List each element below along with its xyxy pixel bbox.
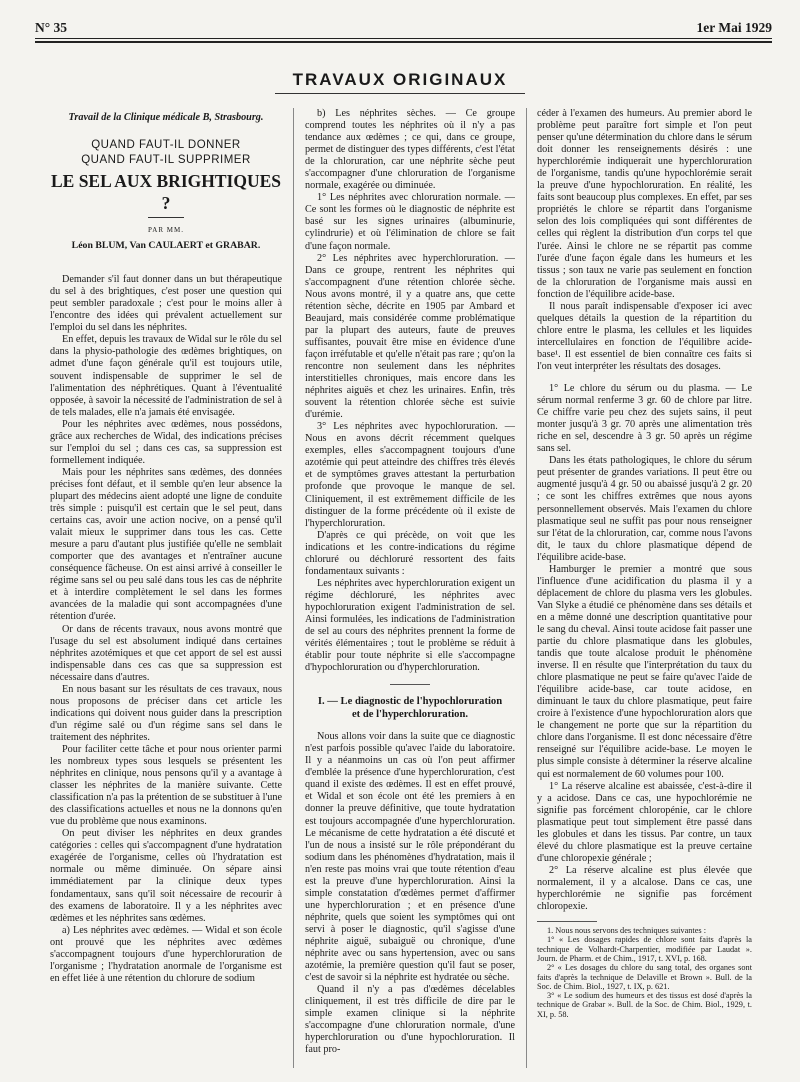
- article-title-main: LE SEL AUX BRIGHTIQUES ?: [50, 171, 281, 214]
- header-rule: [35, 38, 772, 39]
- paragraph: céder à l'examen des humeurs. Au premier abord le problème peut paraître fort simple et l'on peut penser qu'une détermination du chlore dans le sérum doit donner les renseignements désirés : une hyperchlorémie indiquerait une hyperchloruration de l'organisme, tandis qu'une hypochlorémie serait la preuve d'une hypochloruration. En réalité, les faits sont beaucoup plus complexes. En effet, par ses propriétés le chlore se répartit dans l'organisme selon des lois compliquées qui sont différentes de celles qui règlent la distribution d'un corps tel que l'urée. Ainsi le chlore ne se répartit pas comme l'urée d'une façon égale dans les humeurs et les tissus ; son taux ne varie pas seulement en fonction de la chloruration de l'organisme mais aussi en fonction de l'équilibre acide-base.: [537, 108, 752, 300]
- paragraph: b) Les néphrites sèches. — Ce groupe comprend toutes les néphrites où il n'y a pas tendance aux œdèmes ; ce qui, dans ce groupe, permet de distinguer des types différents, c'est l'état de la chloruration, car une néphrite sèche peut s'accompagner d'une chloruration de l'organisme normale, exagérée ou diminuée.: [305, 108, 515, 192]
- header-rule-thick: [35, 41, 772, 43]
- section-rule: [275, 93, 525, 94]
- paragraph: 2° La réserve alcaline est plus élevée que normalement, il y a alcalose. Dans ce cas, une hyperchlorémie ne signifie pas forcément chloropexie.: [537, 864, 752, 913]
- paragraph: Dans les états pathologiques, le chlore du sérum peut présenter de grandes variations. Il peut être ou augmenté jusqu'à 4 gr. 50 ou abaissé jusqu'à 2 gr. 20 ; ce sont les chiffres extrêmes que nous ayons personnellement observés. Mais l'examen du chlore plasmatique seul ne suffit pas pour nous renseigner sur l'état de la chloruration, car, comme nous l'avons dit, le taux du chlore plasmatique dépend de l'équilibre acide-base.: [537, 455, 752, 563]
- paragraph: Les néphrites avec hyperchloruration exigent un régime déchloruré, les néphrites avec hypochloruration exigent l'administration de sel. Ainsi formulées, les indications de l'administration de sel au cours des néphrites prennent la forme de vérités élémentaires ; tout le problème se réduit à établir pour toute néphrite si elle s'accompagne d'hypochloruration ou d'hyperchloruration.: [305, 577, 515, 674]
- paragraph: Quand il n'y a pas d'œdèmes décelables cliniquement, il est très difficile de dire par le simple examen clinique si la néphrite s'accompagne d'une chloruration normale, d'une hyperchloruration ou d'une hypochloruration. Il faut pro-: [305, 984, 515, 1056]
- paragraph: 3° Les néphrites avec hypochloruration. — Nous en avons décrit récemment quelques exemples, elles s'accompagnent toujours d'une azotémie qui peut atteindre des chiffres très élevés et de symptômes graves attestant la perturbation profonde que provoque le manque de sel. Cliniquement, il est extrêmement difficile de les distinguer de la forme précédente où il existe de l'hyperchloruration.: [305, 421, 515, 529]
- footnote: 2° « Les dosages du chlore du sang total, des organes sont faits d'après la technique de Delaville et Brown ». Bull. de la Soc. de Chim. Biol., 1927, t. IX, p. 621.: [537, 963, 752, 991]
- paragraph: En nous basant sur les résultats de ces travaux, nous nous proposons de préciser dans cet article les indications qui doivent nous guider dans la prescription d'un régime salé ou d'un régime sans sel dans le traitement des néphrites.: [50, 683, 282, 743]
- authors: Léon BLUM, Van CAULAERT et GRABAR.: [71, 240, 261, 252]
- article-title-line-2: QUAND FAUT-IL SUPPRIMER: [81, 154, 251, 167]
- title-rule: [148, 217, 184, 218]
- paragraph: 1° Les néphrites avec chloruration normale. — Ce sont les formes où le diagnostic de néphrite est basé sur les signes urinaires (albuminurie, cylindrurie) et où l'élimination de chlore se fait d'une façon normale.: [305, 192, 515, 252]
- paragraph: Nous allons voir dans la suite que ce diagnostic n'est parfois possible qu'avec l'aide du laboratoire. Il y a néanmoins un cas où l'on peut affirmer d'emblée la présence d'une hyperchloruration, c'est quand il existe des œdèmes. Il est en effet prouvé, et Widal et son école ont été les premiers à en donner la preuve définitive, que toute hydratation est toujours accompagnée d'une hyperchloruration. Le mécanisme de cette hydratation a été discuté et l'un de nous a insisté sur le rôle prépondérant du sodium dans les phénomènes d'hydratation, mais il n'en reste pas moins vrai que toute rétention d'eau est la preuve d'une hyperchloruration. Ainsi la simple constatation d'œdèmes permet d'affirmer une hyperchloruration ; et en présence d'une néphrite, quels que soient les symptômes qui ont servi à poser le diagnostic, qu'il s'agisse d'une néphrite aiguë, subaiguë ou chronique, d'une néphrite avec ou sans hypertension, avec ou sans azotémie, la première question qu'il faut se poser, c'est de savoir si la néphrite est hydratée ou sèche.: [305, 731, 515, 984]
- article-title-line-1: QUAND FAUT-IL DONNER: [91, 139, 241, 152]
- issue-number: N° 35: [35, 20, 68, 35]
- paragraph: Or dans de récents travaux, nous avons montré que l'usage du sel est absolument indiqué dans certaines néphrites azotémiques et que cet apport de sel est aussi indispensable dans ces cas que sa suppression est nécessaire dans d'autres.: [50, 623, 282, 683]
- paragraph: Il nous paraît indispensable d'exposer ici avec quelques détails la question de la répartition du chlore entre le plasma, les cellules et les liquides intercellulaires en fonction de l'équilibre acide-base¹. Il est essentiel de bien connaître ces faits si l'on veut interpréter les résultats des dosages.: [537, 300, 752, 372]
- column-1: [50, 108, 282, 985]
- paragraph: En effet, depuis les travaux de Widal sur le rôle du sel dans la physio-pathologie des œdèmes brightiques, on admet d'une façon générale qu'il est toujours utile, souvent indispensable de supprimer le sel de l'alimentation des néphrétiques. Quant à l'éventualité opposée, à savoir la nécessité de l'administration de sel à de tels malades, elle n'a jamais été envisagée.: [50, 334, 282, 418]
- column-divider: [293, 108, 294, 1068]
- subsection-heading-line-2: et de l'hyperchloruration.: [351, 709, 469, 721]
- footnotes: [537, 926, 752, 1019]
- paragraph: 1° La réserve alcaline est abaissée, c'est-à-dire il y a acidose. Dans ce cas, une hypochlorémie ne signifie pas forcément chloropénie, car le chlore plasmatique peut tout simplement être passé dans les globules et dans les tissus. Par contre, un taux élevé du chlore plasmatique est la preuve certaine d'une chloropexie générale ;: [537, 780, 752, 864]
- paragraph: On peut diviser les néphrites en deux grandes catégories : celles qui s'accompagnent d'une hydratation exagérée de l'organisme, celles où l'hydratation est normale ou même diminuée. On sépare ainsi immédiatement par la clinique deux types fondamentaux, sans qu'il soit nécessaire de recourir à des examens de laboratoire. Il y a les néphrites avec œdèmes et les néphrites sans œdèmes.: [50, 828, 282, 924]
- paragraph: D'après ce qui précède, on voit que les indications et les contre-indications du régime chloruré ou déchloruré ressortent des faits fondamentaux suivants :: [305, 529, 515, 577]
- issue-date: 1er Mai 1929: [696, 20, 772, 35]
- paragraph: 2° Les néphrites avec hyperchloruration. — Dans ce groupe, rentrent les néphrites qui s'accompagnent d'une rétention chlorée sèche. Nous avons montré, il y a quatre ans, que cette rétention sèche, décrite en 1905 par Ambard et Beaujard, mais considérée comme problématique par la plupart des auteurs, faute de preuves suffisantes, pouvait être mise en évidence d'une façon irréfutable et qu'elle n'était pas rare ; qu'on la rencontre non seulement dans les néphrites interstitielles chroniques, mais encore dans les néphrites aiguës et chez les urinaires. Enfin, très souvent la rétention chlorée sèche est suivie d'urémie.: [305, 252, 515, 421]
- column-divider: [526, 108, 527, 1068]
- running-header: [35, 14, 772, 36]
- paragraph: Pour les néphrites avec œdèmes, nous possédons, grâce aux recherches de Widal, des indications précises sur l'emploi du sel ; dans ces cas, sa suppression est formellement indiquée.: [50, 418, 282, 466]
- clinic-affiliation: Travail de la Clinique médicale B, Strasbourg.: [68, 112, 264, 123]
- paragraph: a) Les néphrites avec œdèmes. — Widal et son école ont prouvé que les néphrites avec œdèmes s'accompagnent toujours d'une hyperchloruration de l'organisme ; l'hydratation anormale de l'organisme est en effet liée à une rétention du chlorure de sodium: [50, 924, 282, 984]
- paragraph: 1° Le chlore du sérum ou du plasma. — Le sérum normal renferme 3 gr. 60 de chlore par litre. Ce chiffre varie peu chez des sujets sains, il peut monter jusqu'à 3 gr. 70 après une alimentation très riche en sel, descendre à 3 gr. 50 après un régime sans sel.: [537, 383, 752, 455]
- section-title: TRAVAUX ORIGINAUX: [292, 70, 508, 89]
- footnote-rule: [537, 921, 597, 922]
- paragraph: Pour faciliter cette tâche et pour nous orienter parmi les nombreux types sous lesquels se présentent les néphrites en clinique, nous pensons qu'il y a avantage à classer les néphrites de la manière suivante. Cette classification n'a pas la prétention de se substituer à l'une des classifications actuelles et nous ne la donnons qu'en vue du problème que nous examinons.: [50, 743, 282, 828]
- spacer: [537, 373, 752, 383]
- subsection-heading-line-1: I. — Le diagnostic de l'hypochloruration: [317, 696, 503, 708]
- paragraph: Demander s'il faut donner dans un but thérapeutique du sel à des brightiques, c'est poser une question qui peut sembler paradoxale ; c'est pour le moins aller à l'encontre des idées qui prévalent actuellement sur l'emploi du sel dans les néphrites.: [50, 274, 282, 334]
- footnote: 1. Nous nous servons des techniques suivantes :: [547, 926, 707, 936]
- footnote: 1° « Les dosages rapides de chlore sont faits d'après la technique de Volhardt-Charpentier, modifiée par Laudat ». Journ. de Pharm. et de Chim., 1917, t. XVI, p. 168.: [537, 935, 752, 963]
- column-2: [305, 108, 515, 1056]
- column-3: [537, 108, 752, 1019]
- subsection-rule: [390, 684, 430, 685]
- paragraph: Hamburger le premier a montré que sous l'influence d'une acidification du plasma il y a déplacement de chlore du plasma vers les globules. Van Slyke a étudié ce phénomène dans ses détails et en a même donné une description quantitative pour le sang du cheval. Ainsi toute acidose fait passer une partie du chlore plasmatique dans les globules, tandis que toute alcalose produit le phénomène inverse. Il en résulte que l'interprétation du taux du chlore plasmatique ne peut se faire qu'avec l'aide de l'équilibre acide-base, car toute acidose, en diminuant le taux du chlore plasmatique, peut faire croire à l'existence d'une hypochloruration alors que le changement ne porte que sur la répartition du chlore dans l'organisme. Il est donc nécessaire d'être renseigné sur l'équilibre acide-base. Le moyen le plus simple consiste à déterminer la réserve alcaline qui est normalement de 60 volumes pour 100.: [537, 563, 752, 780]
- paragraph: Mais pour les néphrites sans œdèmes, des données précises font défaut, et il semble qu'en leur absence la plupart des médecins aient adopté une ligne de conduite très simple : puisqu'il est certain que le sel peut, dans certains cas, avoir une action nocive, on a pensé qu'il valait mieux le supprimer dans tous les cas. Cette mesure a paru d'autant plus justifiée qu'elle ne semblait comporter que des avantages et n'entraîner aucune conséquence fâcheuse. On est ainsi arrivé à conseiller le régime sans sel ou peu salé dans tous les cas de néphrite et à interdire complètement le sel dans les formes avancées de la maladie qui sont accompagnées d'une rétention d'urée.: [50, 466, 282, 623]
- subsection-heading: [305, 695, 515, 721]
- footnote: 3° « Le sodium des humeurs et des tissus est dosé d'après la technique de Grabar ». Bull. de la Soc. de Chim. Biol., 1929, t. XI, p. 58.: [537, 991, 752, 1019]
- by-line: PAR MM.: [148, 226, 184, 235]
